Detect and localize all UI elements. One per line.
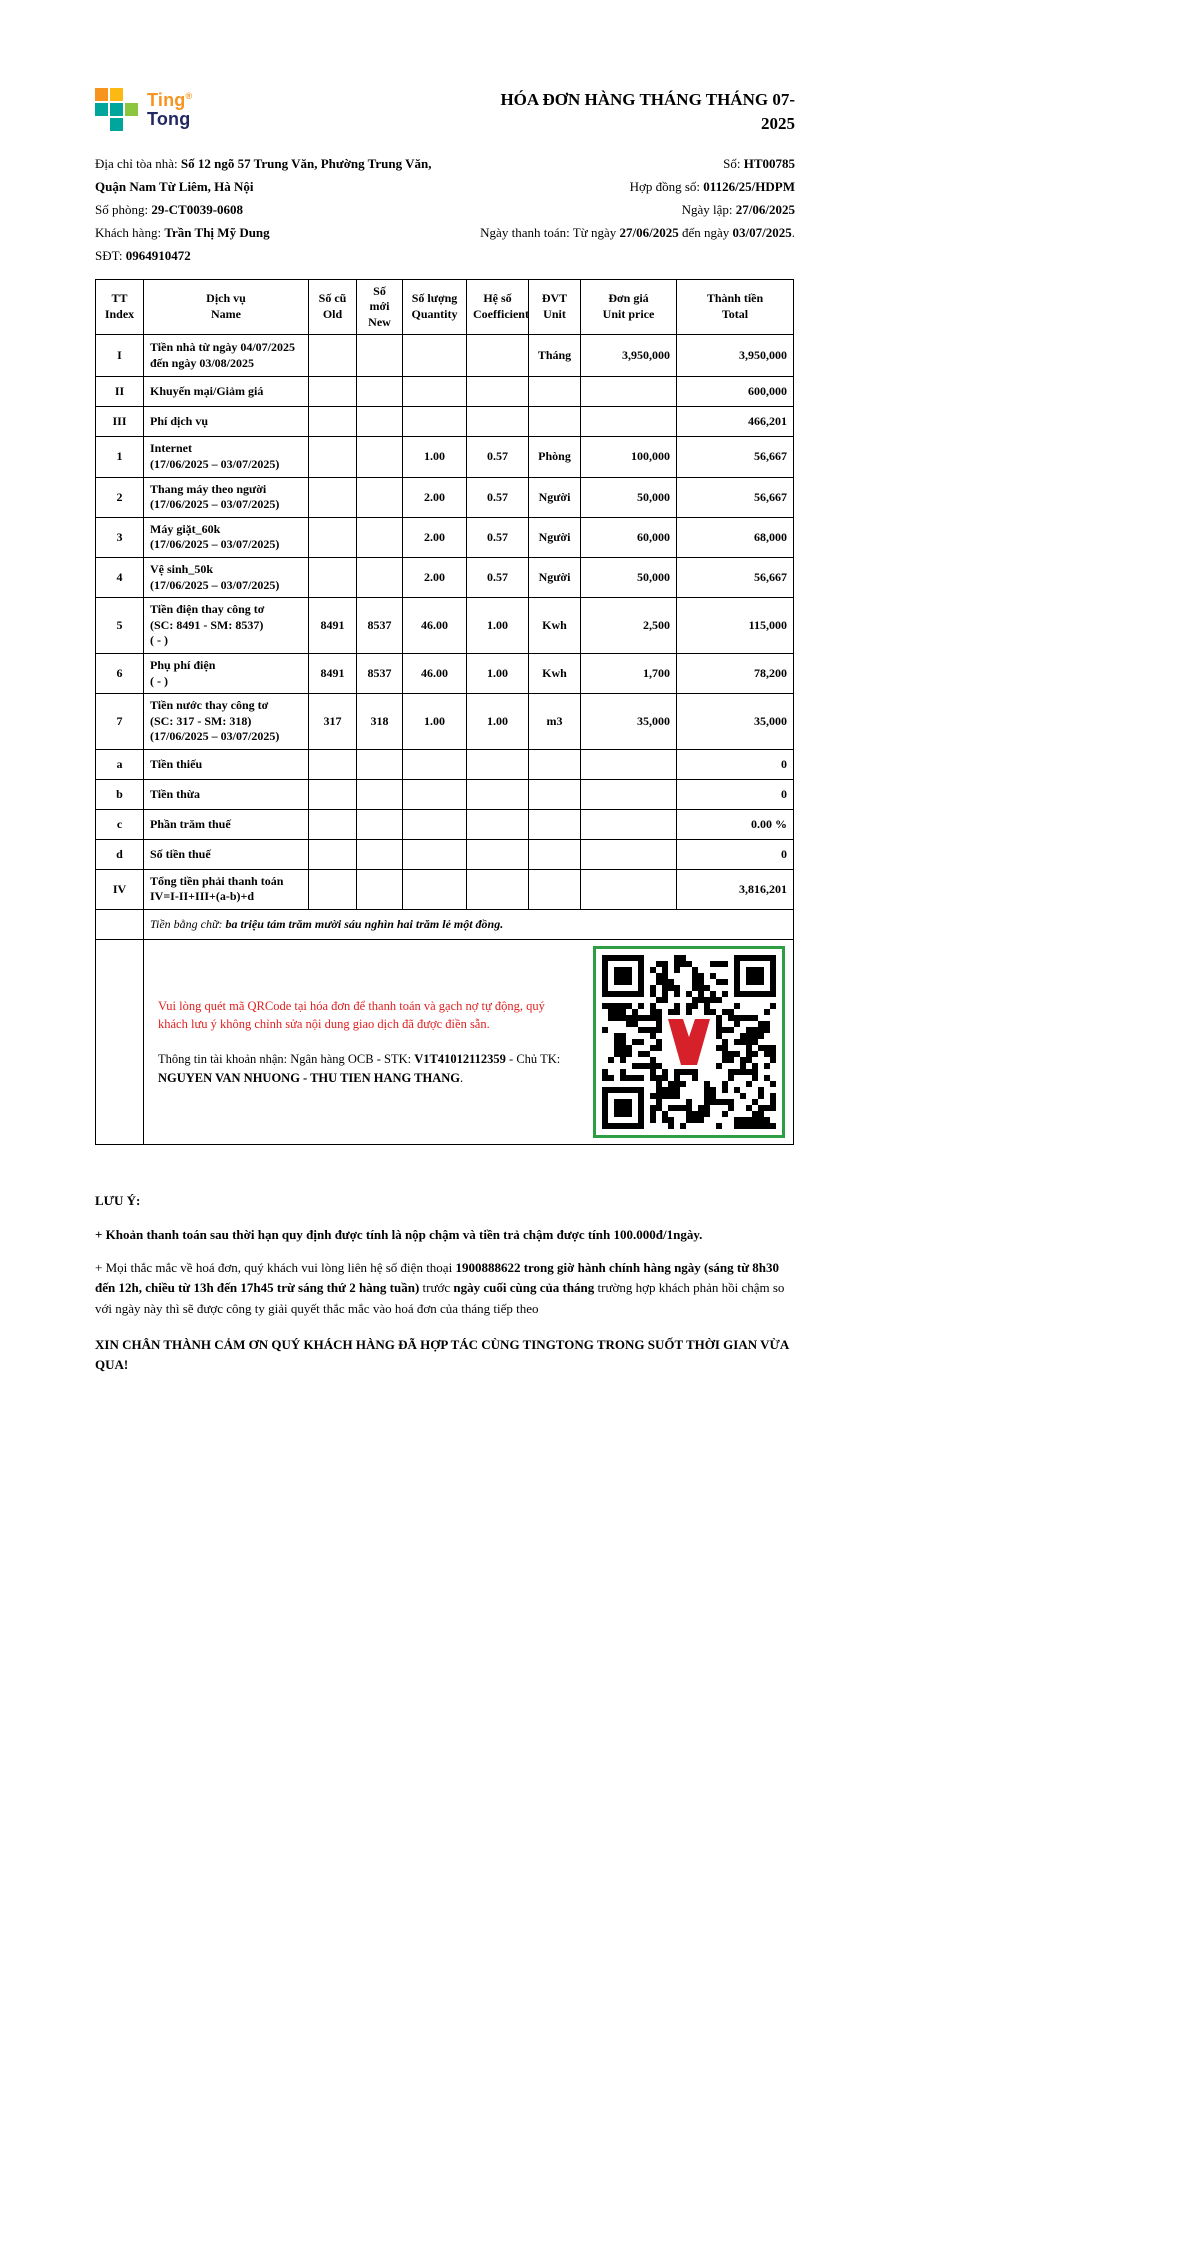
bank-account-info — [158, 1050, 575, 1088]
cell-total: 115,000 — [677, 598, 794, 654]
service-name: Máy giặt_60k — [150, 521, 221, 536]
cell-service-name — [144, 839, 309, 869]
phone-line — [95, 244, 431, 267]
cell-old-reading — [309, 335, 357, 377]
invoice-info — [95, 152, 795, 267]
cell-old-reading: 8491 — [309, 653, 357, 693]
col-header-en: Quantity — [411, 306, 458, 321]
amount-in-words-value: ba triệu tám trăm mười sáu nghìn hai trăm lẻ một đồng. — [225, 917, 504, 932]
logo-wordmark — [147, 91, 192, 128]
cell-service-name — [144, 694, 309, 750]
cell-old-reading — [309, 407, 357, 437]
service-name: Thang máy theo người — [150, 481, 267, 496]
logo-pixel — [95, 103, 108, 116]
account-holder-name: NGUYEN VAN NHUONG - THU TIEN HANG THANG — [158, 1070, 461, 1085]
customer-label: Khách hàng: — [95, 224, 165, 240]
invoice-number-value: HT00785 — [743, 155, 795, 171]
cell-quantity: 2.00 — [403, 477, 467, 517]
table-row-cleaning — [96, 557, 794, 597]
tingtong-logo — [95, 88, 192, 131]
service-name: Khuyến mại/Giảm giá — [150, 384, 264, 399]
cell-unit-price — [581, 869, 677, 909]
cell-quantity — [403, 377, 467, 407]
cell-service-name — [144, 809, 309, 839]
cell-index: II — [96, 377, 144, 407]
cell-total: 0 — [677, 779, 794, 809]
cell-unit: Người — [529, 477, 581, 517]
table-row-shortage — [96, 749, 794, 779]
col-header-vi: Số mới — [369, 283, 390, 314]
table-row-discount — [96, 377, 794, 407]
table-row-laundry — [96, 517, 794, 557]
col-header-quantity — [403, 279, 467, 335]
service-period: (17/06/2025 – 03/07/2025) — [150, 537, 280, 552]
cell-new-reading — [357, 557, 403, 597]
cell-unit — [529, 749, 581, 779]
cell-total: 0.00 % — [677, 809, 794, 839]
qr-code — [593, 946, 785, 1138]
col-header-en: Unit price — [602, 306, 655, 321]
cell-service-name — [144, 335, 309, 377]
service-period: (17/06/2025 – 03/07/2025) — [150, 577, 280, 592]
cell-new-reading — [357, 809, 403, 839]
cell-new-reading — [357, 377, 403, 407]
table-row-electricity-surcharge — [96, 653, 794, 693]
col-header-vi: ĐVT — [541, 291, 568, 306]
invoice-meta — [480, 152, 795, 267]
service-name: Internet — [150, 441, 192, 456]
cell-unit-price: 50,000 — [581, 477, 677, 517]
col-header-vi: Thành tiền — [706, 291, 764, 306]
col-header-en: Coefficient — [473, 306, 529, 321]
col-header-new — [357, 279, 403, 335]
table-row-tax-amount — [96, 839, 794, 869]
account-number: V1T41012112359 — [414, 1052, 506, 1067]
invoice-header — [95, 88, 795, 136]
cell-coefficient — [467, 749, 529, 779]
col-header-total — [677, 279, 794, 335]
contract-value: 01126/25/HDPM — [703, 178, 795, 194]
col-header-en: New — [368, 314, 391, 329]
cell-index: d — [96, 839, 144, 869]
cell-total: 0 — [677, 839, 794, 869]
account-label: Thông tin tài khoản nhận: Ngân hàng OCB - STK: — [158, 1052, 415, 1067]
cell-unit: Kwh — [529, 653, 581, 693]
cell-unit — [529, 809, 581, 839]
col-header-unit — [529, 279, 581, 335]
cell-new-reading — [357, 407, 403, 437]
cell-quantity — [403, 839, 467, 869]
issue-date-value: 27/06/2025 — [735, 201, 795, 217]
cell-unit — [529, 839, 581, 869]
logo-pixel — [95, 118, 108, 131]
cell-coefficient: 1.00 — [467, 694, 529, 750]
cell-old-reading — [309, 377, 357, 407]
logo-ting-word: Ting — [147, 90, 186, 111]
payment-wrap — [152, 946, 785, 1138]
cell-unit-price — [581, 407, 677, 437]
cell-coefficient — [467, 377, 529, 407]
table-row-tax-percent — [96, 809, 794, 839]
issue-date-line — [480, 198, 795, 221]
invoice-title-line2: 2025 — [761, 113, 795, 133]
cell-old-reading — [309, 437, 357, 477]
service-period: (17/06/2025 – 03/07/2025) — [150, 456, 280, 471]
cell-coefficient: 0.57 — [467, 557, 529, 597]
address-value-line1: Số 12 ngõ 57 Trung Văn, Phường Trung Văn, — [180, 155, 432, 171]
service-name: Phần trăm thuế — [150, 816, 231, 831]
cell-quantity: 2.00 — [403, 557, 467, 597]
cell-index: 5 — [96, 598, 144, 654]
service-meter: (SC: 8491 - SM: 8537) — [150, 617, 264, 632]
cell-new-reading — [357, 477, 403, 517]
cell-unit-price: 50,000 — [581, 557, 677, 597]
cell-quantity — [403, 779, 467, 809]
logo-pixel — [125, 88, 138, 101]
cell-new-reading: 8537 — [357, 598, 403, 654]
building-address-line2 — [95, 175, 431, 198]
cell-quantity: 1.00 — [403, 694, 467, 750]
cell-service-name — [144, 598, 309, 654]
cell-unit-price: 60,000 — [581, 517, 677, 557]
cell-new-reading — [357, 437, 403, 477]
cell-total: 56,667 — [677, 437, 794, 477]
customer-name-line — [95, 221, 431, 244]
cell-new-reading: 8537 — [357, 653, 403, 693]
cell-old-reading — [309, 557, 357, 597]
cell-unit-price — [581, 749, 677, 779]
logo-text-ting — [147, 91, 192, 109]
service-name: Tiền thừa — [150, 786, 200, 801]
table-row-surplus — [96, 779, 794, 809]
payment-date-end: . — [791, 224, 795, 240]
cell-index: III — [96, 407, 144, 437]
table-header-row — [96, 279, 794, 335]
empty-cell — [96, 940, 144, 1145]
cell-total: 600,000 — [677, 377, 794, 407]
table-row-rent — [96, 335, 794, 377]
cell-index: I — [96, 335, 144, 377]
qr-code-svg — [602, 955, 776, 1129]
table-row-grand-total — [96, 869, 794, 909]
room-value: 29-CT0039-0608 — [151, 201, 244, 217]
payment-qr-row — [96, 940, 794, 1145]
cell-new-reading: 318 — [357, 694, 403, 750]
amount-in-words-cell — [144, 910, 794, 940]
cell-index: 6 — [96, 653, 144, 693]
cell-coefficient — [467, 407, 529, 437]
logo-pixel — [110, 88, 123, 101]
payment-date-label: Ngày thanh toán: Từ ngày — [480, 224, 620, 240]
cell-total: 78,200 — [677, 653, 794, 693]
cell-index: IV — [96, 869, 144, 909]
notes-heading: LƯU Ý: — [95, 1193, 141, 1209]
col-header-vi: TT — [111, 291, 128, 306]
cell-total: 56,667 — [677, 557, 794, 597]
payment-date-mid: đến ngày — [678, 224, 733, 240]
cell-unit-price: 35,000 — [581, 694, 677, 750]
invoice-title — [500, 88, 795, 136]
issue-date-label: Ngày lập: — [681, 201, 736, 217]
cell-quantity — [403, 809, 467, 839]
cell-new-reading — [357, 869, 403, 909]
cell-total: 0 — [677, 749, 794, 779]
customer-value: Trần Thị Mỹ Dung — [164, 224, 270, 240]
col-header-coefficient — [467, 279, 529, 335]
cell-service-name — [144, 407, 309, 437]
cell-service-name — [144, 477, 309, 517]
cell-coefficient: 0.57 — [467, 477, 529, 517]
invoice-footer — [95, 1193, 795, 1375]
cell-coefficient — [467, 869, 529, 909]
service-name: Tiền nước thay công tơ — [150, 698, 269, 713]
cell-total: 35,000 — [677, 694, 794, 750]
cell-quantity: 2.00 — [403, 517, 467, 557]
cell-index: a — [96, 749, 144, 779]
cell-old-reading — [309, 809, 357, 839]
col-header-vi: Số cũ — [318, 291, 347, 306]
building-address-line1 — [95, 152, 431, 175]
col-header-vi: Số lượng — [411, 291, 458, 306]
col-header-service — [144, 279, 309, 335]
cell-old-reading — [309, 779, 357, 809]
cell-unit-price: 100,000 — [581, 437, 677, 477]
logo-pixel — [110, 118, 123, 131]
table-row-internet — [96, 437, 794, 477]
cell-coefficient — [467, 779, 529, 809]
cell-unit-price: 1,700 — [581, 653, 677, 693]
cell-unit: Người — [529, 557, 581, 597]
thank-you-note: XIN CHÂN THÀNH CẢM ƠN QUÝ KHÁCH HÀNG ĐÃ HỢP TÁC CÙNG TINGTONG TRONG SUỐT THỜI GIAN VỪA QUA! — [95, 1336, 789, 1373]
payment-date-from: 27/06/2025 — [619, 224, 679, 240]
address-label: Địa chỉ tòa nhà: — [95, 155, 181, 171]
service-period: (17/06/2025 – 03/07/2025) — [150, 497, 280, 512]
cell-new-reading — [357, 517, 403, 557]
cell-total: 3,950,000 — [677, 335, 794, 377]
customer-info — [95, 152, 431, 267]
service-name: Phí dịch vụ — [150, 414, 209, 429]
logo-pixel — [125, 118, 138, 131]
service-meter: (SC: 317 - SM: 318) — [150, 713, 252, 728]
cell-service-name — [144, 517, 309, 557]
cell-index: 4 — [96, 557, 144, 597]
cell-unit: Tháng — [529, 335, 581, 377]
col-header-index — [96, 279, 144, 335]
service-period: (17/06/2025 – 03/07/2025) — [150, 729, 280, 744]
invoice-title-line1: HÓA ĐƠN HÀNG THÁNG THÁNG 07- — [500, 90, 795, 109]
cell-new-reading — [357, 749, 403, 779]
account-holder-label: - Chủ TK: — [505, 1052, 561, 1067]
account-end: . — [460, 1070, 464, 1085]
cell-unit — [529, 869, 581, 909]
cell-new-reading — [357, 335, 403, 377]
cell-old-reading: 317 — [309, 694, 357, 750]
cell-old-reading — [309, 749, 357, 779]
cell-unit-price: 3,950,000 — [581, 335, 677, 377]
hotline-number: 1900888622 trong giờ hành chính hàng ngày (sáng từ 8h30 đến 12h, chiều từ 13h đến 17h45 trừ sáng thứ 2 hàng tuần) — [95, 1259, 780, 1296]
total-formula: IV=I-II+III+(a-b)+d — [150, 889, 255, 904]
cell-coefficient — [467, 335, 529, 377]
charges-table — [95, 279, 794, 1145]
cell-unit: Người — [529, 517, 581, 557]
service-name: Tổng tiền phải thanh toán — [150, 873, 284, 888]
col-header-en: Unit — [543, 306, 566, 321]
amount-in-words-label: Tiền bằng chữ: — [150, 917, 226, 932]
cell-new-reading — [357, 839, 403, 869]
cell-unit — [529, 407, 581, 437]
cell-quantity — [403, 749, 467, 779]
service-name: Tiền thiếu — [150, 756, 203, 771]
registered-trademark-icon: ® — [185, 91, 193, 102]
logo-pixel — [110, 103, 123, 116]
cell-coefficient — [467, 839, 529, 869]
payment-date-to: 03/07/2025 — [732, 224, 792, 240]
contact-note-text: + Mọi thắc mắc về hoá đơn, quý khách vui lòng liên hệ số điện thoại — [95, 1259, 456, 1275]
logo-text-tong: Tong — [147, 108, 191, 129]
cell-old-reading — [309, 517, 357, 557]
contact-note-text: trường hợp khách phản hồi chậm so với ngày này thì sẽ được công ty giải quyết thắc mắc vào hoá đơn của tháng tiếp theo — [95, 1280, 785, 1317]
cell-old-reading — [309, 839, 357, 869]
service-note: ( - ) — [150, 633, 168, 648]
cell-total: 466,201 — [677, 407, 794, 437]
cell-unit — [529, 377, 581, 407]
cell-unit: Kwh — [529, 598, 581, 654]
cell-coefficient: 1.00 — [467, 653, 529, 693]
cell-coefficient: 0.57 — [467, 517, 529, 557]
cell-unit-price — [581, 839, 677, 869]
invoice-page — [95, 0, 795, 1375]
service-name: Phụ phí điện — [150, 657, 216, 672]
room-label: Số phòng: — [95, 201, 152, 217]
invoice-number-label: Số: — [723, 155, 744, 171]
table-row-elevator — [96, 477, 794, 517]
cell-coefficient: 1.00 — [467, 598, 529, 654]
col-header-en: Name — [211, 306, 241, 321]
cell-unit-price: 2,500 — [581, 598, 677, 654]
col-header-vi: Dịch vụ — [206, 291, 246, 306]
cell-unit-price — [581, 779, 677, 809]
payment-date-line — [480, 221, 795, 244]
col-header-en: Old — [322, 306, 343, 321]
phone-label: SĐT: — [95, 247, 126, 263]
cell-index: b — [96, 779, 144, 809]
cell-service-name — [144, 653, 309, 693]
table-row-service-fee — [96, 407, 794, 437]
table-row-electricity — [96, 598, 794, 654]
cell-total: 68,000 — [677, 517, 794, 557]
cell-unit-price — [581, 377, 677, 407]
cell-unit: Phòng — [529, 437, 581, 477]
phone-value: 0964910472 — [125, 247, 191, 263]
cell-total: 56,667 — [677, 477, 794, 517]
col-header-vi: Hệ số — [483, 291, 512, 306]
late-payment-note: + Khoản thanh toán sau thời hạn quy định được tính là nộp chậm và tiền trả chậm được tính 100.000đ/1ngày. — [95, 1227, 703, 1243]
service-name: Vệ sinh_50k — [150, 561, 214, 576]
cell-total: 3,816,201 — [677, 869, 794, 909]
cell-service-name — [144, 869, 309, 909]
contract-number-line — [480, 175, 795, 198]
invoice-number-line — [480, 152, 795, 175]
cell-old-reading — [309, 869, 357, 909]
cell-service-name — [144, 779, 309, 809]
payment-cell — [144, 940, 794, 1145]
service-note: ( - ) — [150, 673, 168, 688]
cell-coefficient: 0.57 — [467, 437, 529, 477]
cell-quantity: 46.00 — [403, 653, 467, 693]
col-header-en: Index — [104, 306, 135, 321]
deadline-text: ngày cuối cùng của tháng — [453, 1280, 595, 1296]
tingtong-logo-icon — [95, 88, 138, 131]
service-name: Tiền nhà từ ngày 04/07/2025 đến ngày 03/08/2025 — [150, 340, 296, 370]
cell-index: 1 — [96, 437, 144, 477]
room-number-line — [95, 198, 431, 221]
cell-quantity: 1.00 — [403, 437, 467, 477]
contact-note-text: trước — [419, 1280, 454, 1296]
cell-index: 3 — [96, 517, 144, 557]
service-name: Số tiền thuế — [150, 846, 211, 861]
cell-quantity — [403, 869, 467, 909]
table-row-water — [96, 694, 794, 750]
col-header-en: Total — [721, 306, 749, 321]
col-header-old — [309, 279, 357, 335]
logo-pixel — [125, 103, 138, 116]
cell-service-name — [144, 557, 309, 597]
cell-old-reading: 8491 — [309, 598, 357, 654]
cell-service-name — [144, 749, 309, 779]
cell-service-name — [144, 377, 309, 407]
col-header-unit-price — [581, 279, 677, 335]
service-name: Tiền điện thay công tơ — [150, 602, 265, 617]
cell-index: 2 — [96, 477, 144, 517]
contract-label: Hợp đồng số: — [629, 178, 704, 194]
cell-unit: m3 — [529, 694, 581, 750]
cell-old-reading — [309, 477, 357, 517]
address-value-line2: Quận Nam Từ Liêm, Hà Nội — [95, 178, 254, 194]
cell-quantity — [403, 335, 467, 377]
contact-note — [95, 1258, 795, 1320]
cell-quantity: 46.00 — [403, 598, 467, 654]
qr-payment-notice: Vui lòng quét mã QRCode tại hóa đơn để thanh toán và gạch nợ tự động, quý khách lưu ý không chỉnh sửa nội dung giao dịch đã được điền sẵn. — [158, 998, 545, 1032]
amount-in-words-row — [96, 910, 794, 940]
cell-new-reading — [357, 779, 403, 809]
logo-pixel — [95, 88, 108, 101]
empty-cell — [96, 910, 144, 940]
cell-coefficient — [467, 809, 529, 839]
cell-service-name — [144, 437, 309, 477]
col-header-vi: Đơn giá — [608, 291, 649, 306]
cell-quantity — [403, 407, 467, 437]
cell-unit — [529, 779, 581, 809]
cell-index: c — [96, 809, 144, 839]
payment-text — [152, 997, 593, 1088]
cell-index: 7 — [96, 694, 144, 750]
cell-unit-price — [581, 809, 677, 839]
